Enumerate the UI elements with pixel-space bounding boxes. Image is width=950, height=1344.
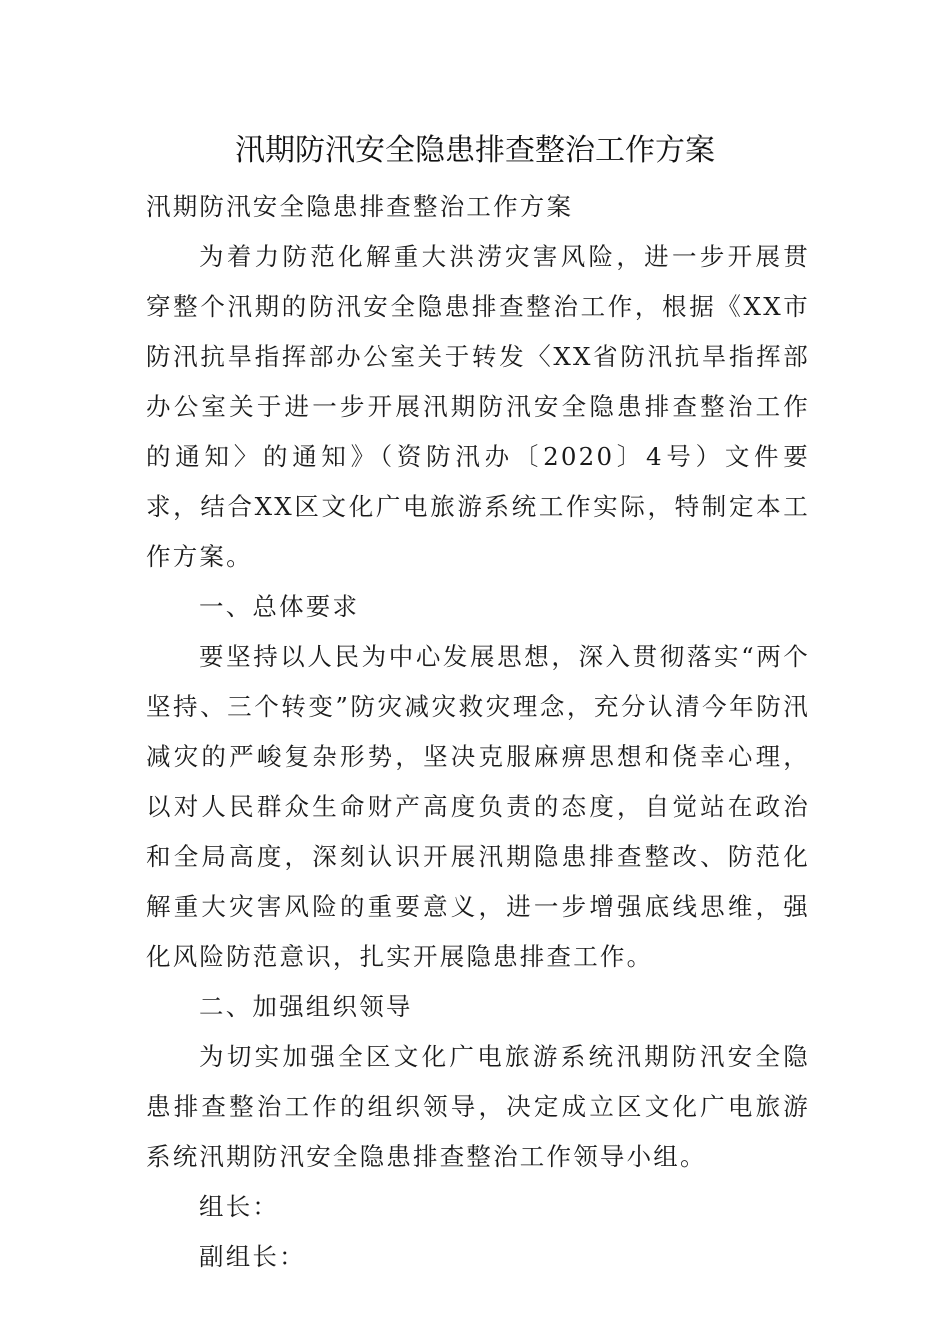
section-heading-general-requirements: 一、总体要求: [199, 592, 360, 621]
document-title: 汛期防汛安全隐患排查整治工作方案: [235, 133, 715, 168]
general-requirements-paragraph: 要坚持以人民为中心发展思想，深入贯彻落实“两个坚持、三个转变”防灾减灾救灾理念，充分认清今年防汛减灾的严峻复杂形势，坚决克服麻痹思想和侥幸心理，以对人民群众生命财产高度负责的态度，自觉站在政治和全局高度，深刻认识开展汛期隐患排查整改、防范化解重大灾害风险的重要意义，进一步增强底线思维，强化风险防范意识，扎实开展隐患排查工作。: [146, 642, 810, 971]
document-body: [146, 182, 810, 1282]
document-subtitle: 汛期防汛安全隐患排查整治工作方案: [146, 192, 574, 221]
section-heading-organization-leadership: 二、加强组织领导: [199, 992, 413, 1021]
deputy-team-leader-line: 副组长：: [199, 1242, 306, 1271]
organization-leadership-paragraph: 为切实加强全区文化广电旅游系统汛期防汛安全隐患排查整治工作的组织领导，决定成立区文化广电旅游系统汛期防汛安全隐患排查整治工作领导小组。: [146, 1042, 810, 1171]
team-leader-line: 组长：: [199, 1192, 280, 1221]
intro-paragraph: 为着力防范化解重大洪涝灾害风险，进一步开展贯穿整个汛期的防汛安全隐患排查整治工作，根据《XX市防汛抗旱指挥部办公室关于转发〈XX省防汛抗旱指挥部办公室关于进一步开展汛期防汛安全隐患排查整治工作的通知〉的通知》（资防汛办〔2020〕4号）文件要求，结合XX区文化广电旅游系统工作实际，特制定本工作方案。: [146, 242, 810, 571]
